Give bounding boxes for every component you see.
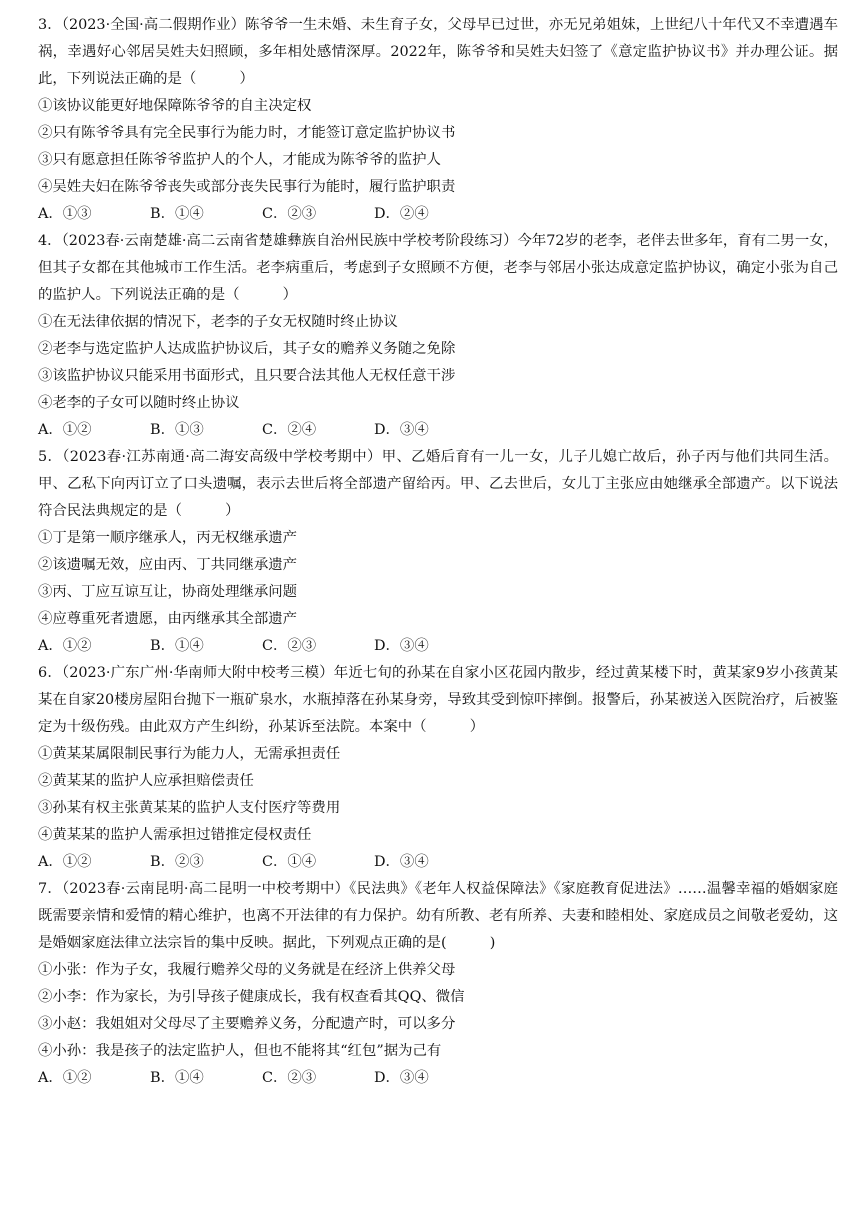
option-a: A．①③ xyxy=(38,206,92,222)
option-b: B．①③ xyxy=(150,422,204,438)
option-b: B．①④ xyxy=(150,638,204,654)
option-b: B．②③ xyxy=(150,854,204,870)
option-d: D．③④ xyxy=(374,422,429,438)
statement: ④应尊重死者遗愿，由丙继承其全部遗产 xyxy=(38,611,298,627)
question-stem: 3．（2023·全国·高二假期作业）陈爷爷一生未婚、未生育子女，父母早已过世，亦无兄弟姐妹，上世纪八十年代又不幸遭遇车祸，幸遇好心邻居吴姓夫妇照顾，多年相处感情深厚。2022年，陈爷爷和吴姓夫妇签了《意定监护协议书》并办理公证。据此，下列说法正确的是（ ） xyxy=(38,17,838,87)
statement: ①小张：作为子女，我履行赡养父母的义务就是在经济上供养父母 xyxy=(38,962,456,978)
question-stem: 5．（2023春·江苏南通·高二海安高级中学校考期中）甲、乙婚后育有一儿一女，儿子儿媳亡故后，孙子丙与他们共同生活。甲、乙私下向丙订立了口头遗嘱，表示去世后将全部遗产留给丙。甲、乙去世后，女儿丁主张应由她继承全部遗产。以下说法符合民法典规定的是（ ） xyxy=(38,449,838,519)
option-b: B．①④ xyxy=(150,1070,204,1086)
answer-options xyxy=(38,417,838,444)
option-d: D．③④ xyxy=(374,1070,429,1086)
statement: ②小李：作为家长，为引导孩子健康成长，我有权查看其QQ、微信 xyxy=(38,989,465,1005)
option-a: A．①② xyxy=(38,1070,92,1086)
option-c: C．②④ xyxy=(262,422,317,438)
statement: ④老李的子女可以随时终止协议 xyxy=(38,395,240,411)
option-a: A．①② xyxy=(38,422,92,438)
option-a: A．①② xyxy=(38,854,92,870)
option-c: C．①④ xyxy=(262,854,317,870)
statement: ①该协议能更好地保障陈爷爷的自主决定权 xyxy=(38,98,312,114)
statement: ③丙、丁应互谅互让，协商处理继承问题 xyxy=(38,584,298,600)
statement: ④吴姓夫妇在陈爷爷丧失或部分丧失民事行为能时，履行监护职责 xyxy=(38,179,456,195)
statement: ③孙某有权主张黄某某的监护人支付医疗等费用 xyxy=(38,800,341,816)
option-b: B．①④ xyxy=(150,206,204,222)
option-c: C．②③ xyxy=(262,638,317,654)
exam-page xyxy=(38,12,838,1092)
question-3 xyxy=(38,12,838,228)
statement: ③小赵：我姐姐对父母尽了主要赡养义务，分配遗产时，可以多分 xyxy=(38,1016,456,1032)
statement: ①黄某某属限制民事行为能力人，无需承担责任 xyxy=(38,746,341,762)
statement: ②老李与选定监护人达成监护协议后，其子女的赡养义务随之免除 xyxy=(38,341,456,357)
statement: ②只有陈爷爷具有完全民事行为能力时，才能签订意定监护协议书 xyxy=(38,125,456,141)
answer-options xyxy=(38,849,838,876)
answer-options xyxy=(38,1065,838,1092)
question-stem: 4．（2023春·云南楚雄·高二云南省楚雄彝族自治州民族中学校考阶段练习）今年72岁的老李，老伴去世多年，育有二男一女，但其子女都在其他城市工作生活。老李病重后，考虑到子女照顾不方便，老李与邻居小张达成意定监护协议，确定小张为自己的监护人。下列说法正确的是（ ） xyxy=(38,233,838,303)
statement: ①丁是第一顺序继承人，丙无权继承遗产 xyxy=(38,530,298,546)
option-c: C．②③ xyxy=(262,206,317,222)
answer-options xyxy=(38,633,838,660)
statement: ③只有愿意担任陈爷爷监护人的个人，才能成为陈爷爷的监护人 xyxy=(38,152,441,168)
option-d: D．③④ xyxy=(374,638,429,654)
question-stem: 6．（2023·广东广州·华南师大附中校考三模）年近七旬的孙某在自家小区花园内散步，经过黄某楼下时，黄某家9岁小孩黄某某在自家20楼房屋阳台抛下一瓶矿泉水，水瓶掉落在孙某身旁，导致其受到惊吓摔倒。报警后，孙某被送入医院治疗，后被鉴定为十级伤残。由此双方产生纠纷，孙某诉至法院。本案中（ ） xyxy=(38,665,838,735)
option-d: D．②④ xyxy=(374,206,429,222)
question-6 xyxy=(38,660,838,876)
answer-options xyxy=(38,201,838,228)
question-stem: 7．（2023春·云南昆明·高二昆明一中校考期中）《民法典》《老年人权益保障法》《家庭教育促进法》……温馨幸福的婚姻家庭既需要亲情和爱情的精心维护，也离不开法律的有力保护。幼有所教、老有所养、夫妻和睦相处、家庭成员之间敬老爱幼，这是婚姻家庭法律立法宗旨的集中反映。据此，下列观点正确的是( ) xyxy=(38,881,838,951)
statement: ②黄某某的监护人应承担赔偿责任 xyxy=(38,773,254,789)
question-7 xyxy=(38,876,838,1092)
statement: ②该遗嘱无效，应由丙、丁共同继承遗产 xyxy=(38,557,298,573)
question-5 xyxy=(38,444,838,660)
option-a: A．①② xyxy=(38,638,92,654)
statement: ③该监护协议只能采用书面形式，且只要合法其他人无权任意干涉 xyxy=(38,368,456,384)
option-c: C．②③ xyxy=(262,1070,317,1086)
statement: ①在无法律依据的情况下，老李的子女无权随时终止协议 xyxy=(38,314,398,330)
statement: ④小孙：我是孩子的法定监护人，但也不能将其“红包”据为己有 xyxy=(38,1043,442,1059)
option-d: D．③④ xyxy=(374,854,429,870)
question-4 xyxy=(38,228,838,444)
statement: ④黄某某的监护人需承担过错推定侵权责任 xyxy=(38,827,312,843)
